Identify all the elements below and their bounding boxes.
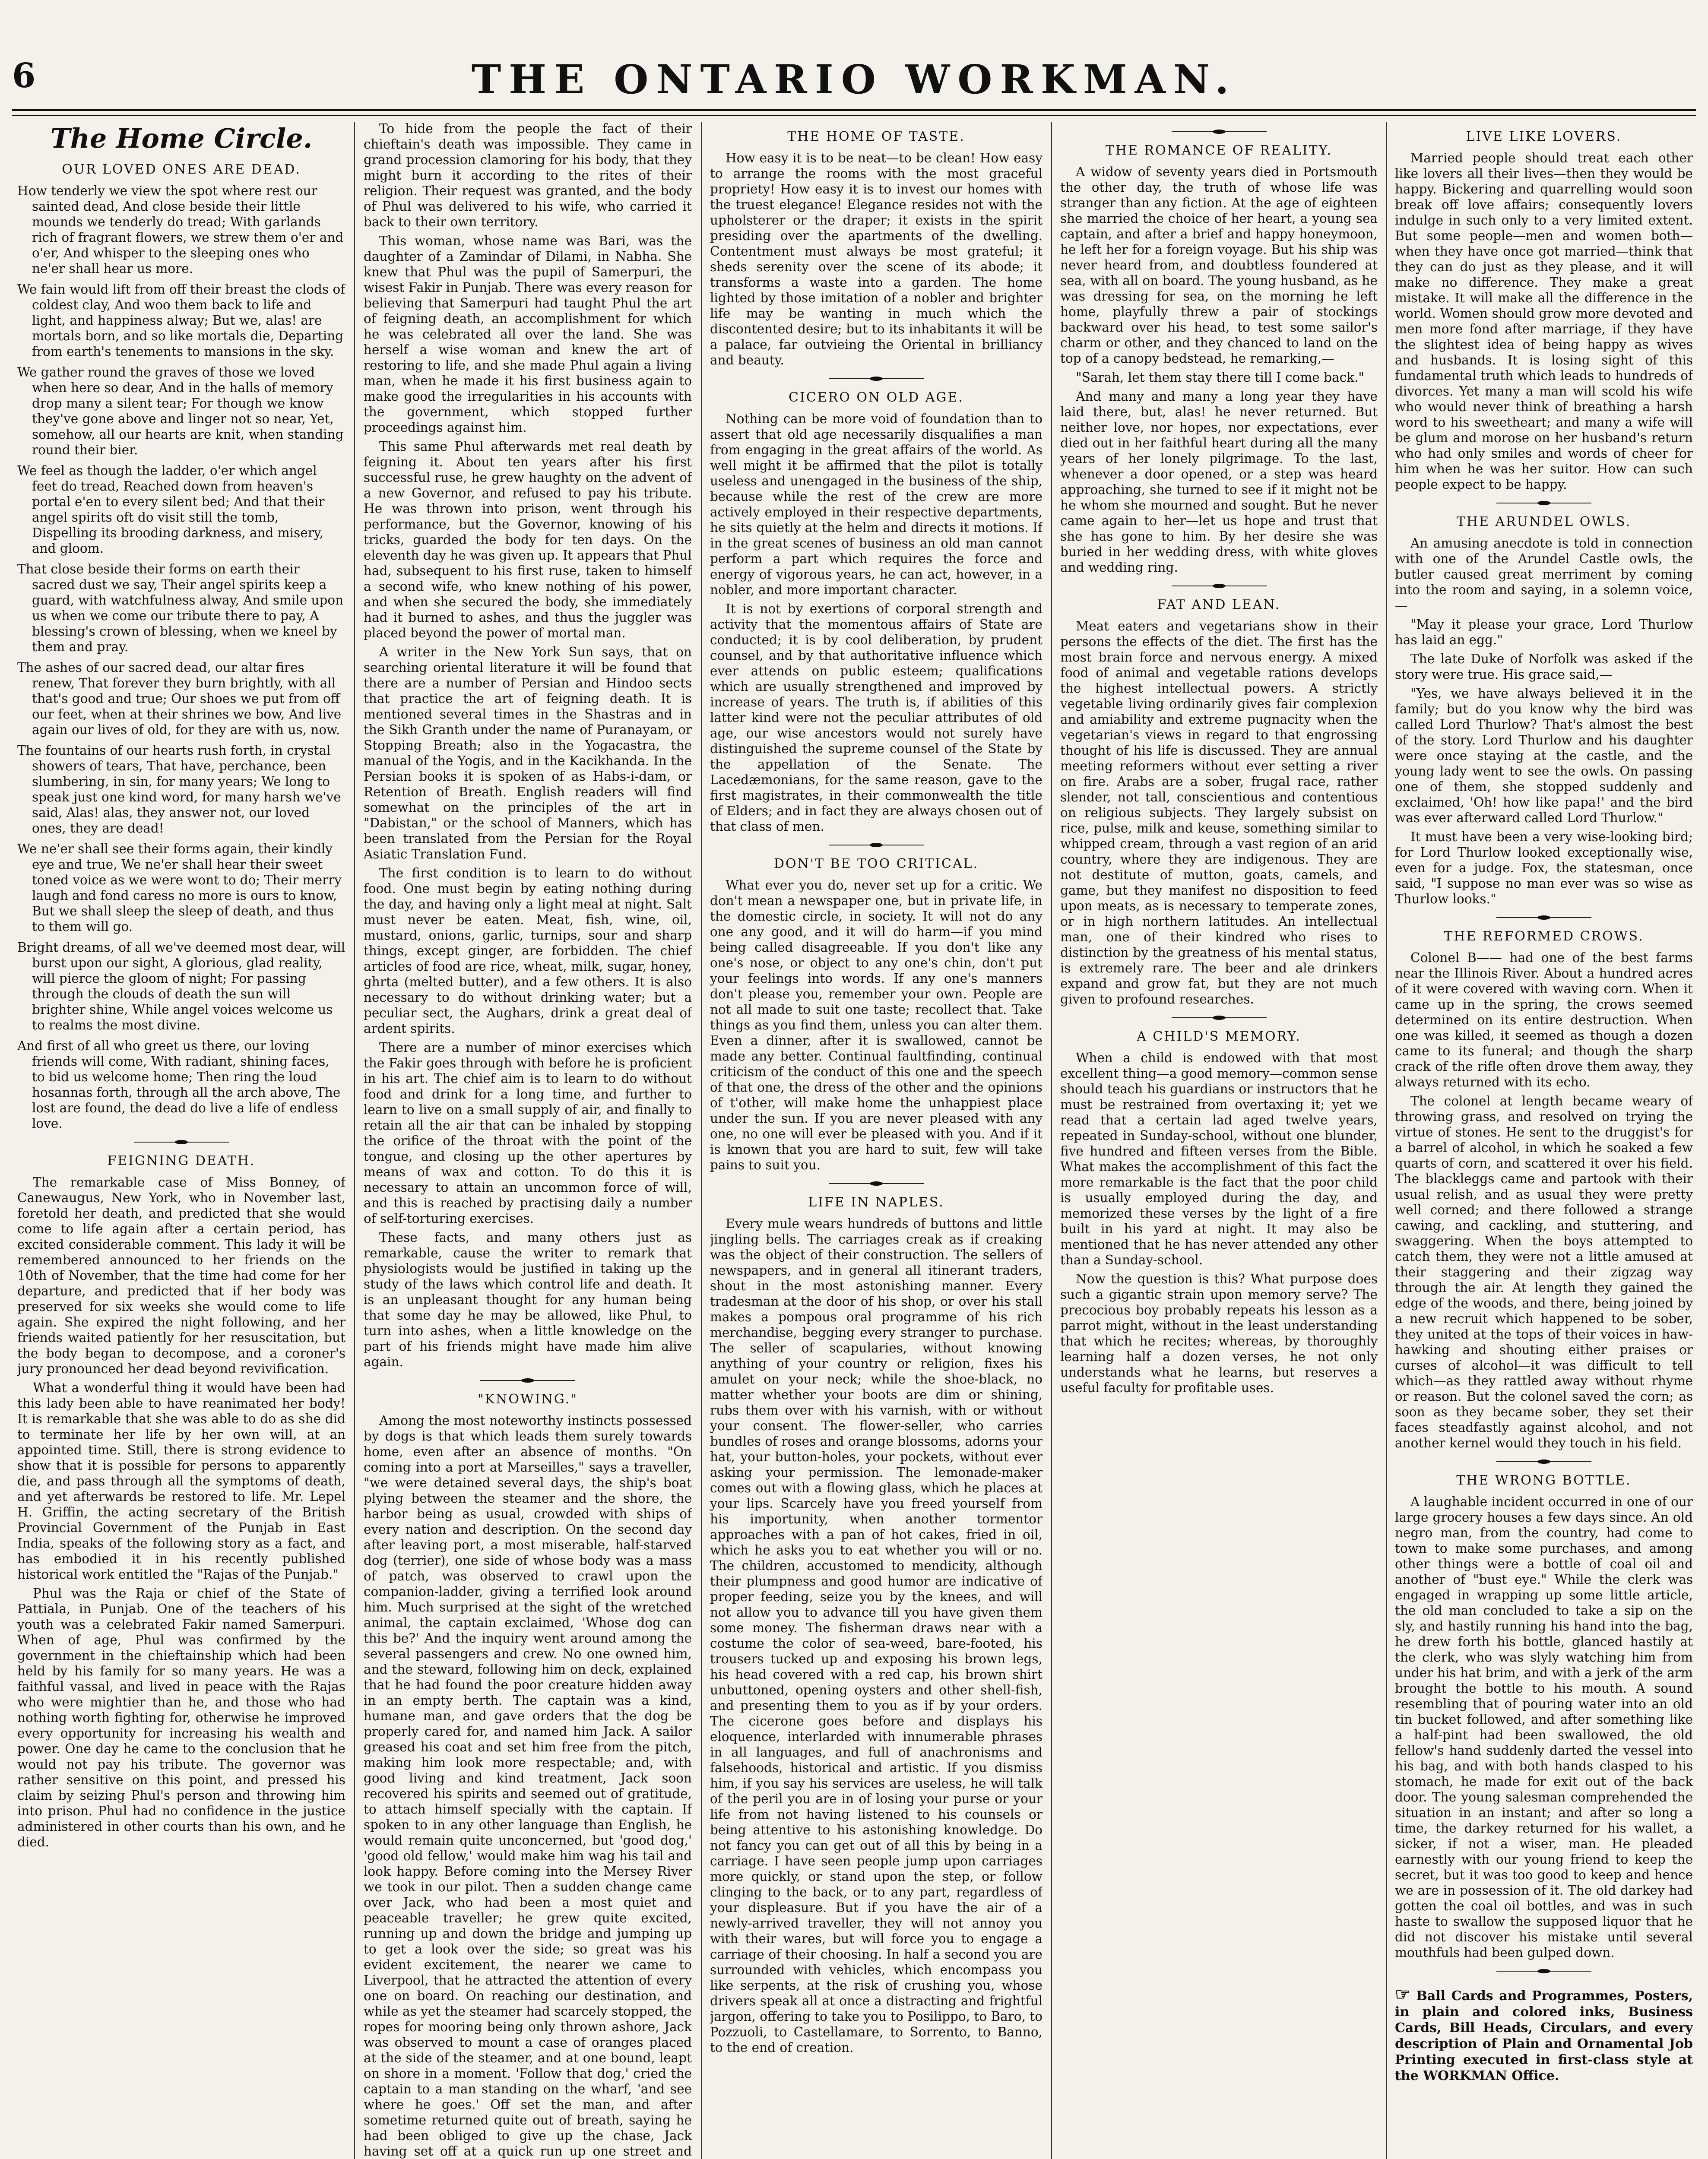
section-separator bbox=[1496, 501, 1591, 505]
paragraph: "Sarah, let them stay there till I come back." bbox=[1076, 370, 1364, 385]
section-separator bbox=[1496, 915, 1591, 920]
section-separator bbox=[829, 1181, 924, 1186]
paragraph: Now the question is this? What purpose does such a gigantic strain upon memory serve? The precocious boy probably repeats his lesson as a parrot might, without in the least understanding that which he recites; whereas, by thoroughly learning half a dozen verses, he not only understands what he learns, but reserves a useful faculty for profitable uses. bbox=[1060, 1272, 1378, 1395]
paragraph: "May it please your grace, Lord Thurlow has laid an egg." bbox=[1395, 617, 1693, 647]
department-heading: The Home Circle. bbox=[50, 123, 313, 154]
poem-stanza: We fain would lift from off their breast the clods of coldest clay, And woo them back to life and light, and happiness alway; But we, alas! are mortals born, and so like mortals die, Departing from earth's tenements to mansions in the sky. bbox=[17, 282, 345, 359]
article-title: CICERO ON OLD AGE. bbox=[789, 390, 964, 405]
paragraph: It is not by exertions of corporal strength and activity that the momentous affairs of State are conducted; it is by cool deliberation, by prudent counsel, and by that authoritative influence which ever attends on public esteem; qualifications which are usually strengthened and improved by increase of years. The truth is, if abilities of this latter kind were not the peculiar attributes of old age, our wise ancestors would not surely have distinguished the supreme counsel of the State by the appellation of the Senate. The Lacedæmonians, for the same reason, gave to the first magistrates, in their commonwealth the title of Elders; and in fact they are always chosen out of that class of men. bbox=[710, 601, 1043, 834]
pointing-hand-icon: ☞ bbox=[1395, 1984, 1410, 2004]
article-title: THE ROMANCE OF REALITY. bbox=[1105, 143, 1333, 158]
poem-stanza: That close beside their forms on earth their sacred dust we say, Their angel spirits keep a guard, with watchfulness alway, And smile upon us when we come our tribute there to pay, A blessing's crown of blessing, when we kneel by them and pray. bbox=[17, 562, 344, 654]
column-divider bbox=[1386, 122, 1387, 2159]
paragraph: An amusing anecdote is told in connection with one of the Arundel Castle owls, the butler caused great merriment by coming into the room and saying, in a solemn voice,— bbox=[1395, 536, 1693, 613]
section-separator bbox=[829, 377, 924, 381]
masthead-rule bbox=[12, 109, 1696, 111]
article-title: DON'T BE TOO CRITICAL. bbox=[773, 856, 979, 871]
paragraph: Phul was the Raja or chief of the State of Pattiala, in Punjab. One of the teachers of his youth was a celebrated Fakir named Samerpuri. When of age, Phul was confirmed by the government in the chieftainship which had been held by his family for so many years. He was a faithful vassal, and lived in peace with the Rajas who were mightier than he, and those who had nothing worth fighting for, otherwise he improved every opportunity for increasing his wealth and power. One day he came to the conclusion that he would not pay his tribute. The governor was rather sensitive on this point, and pressed his claim by seizing Phul's person and throwing him into prison. Phul had no confidence in the justice administered in other courts than his own, and he died. bbox=[17, 1586, 345, 1849]
paragraph: And many and many a long year they have laid there, but, alas! he never returned. But neither love, nor hopes, nor expectations, ever died out in her faithful heart during all the many years of her lonely pilgrimage. To the last, whenever a door opened, or a step was heard approaching, she turned to see if it might not be he whom she mourned and sought. But he never came again to her—let us hope and trust that she has gone to him. By her desire she was buried in her wedding dress, with white gloves and wedding ring. bbox=[1060, 389, 1378, 575]
paragraph: The remarkable case of Miss Bonney, of Canewaugus, New York, who in November last, foretold her death, and predicted that she would come to life again after a certain period, has excited considerable comment. This lady it will be remembered announced to her friends on the 10th of November, that the time had come for her departure, and predicted that if her body was preserved for six weeks she would come to life again. She expired the night following, and her friends waited patiently for her resuscitation, but the body began to decompose, and a coroner's jury pronounced her dead beyond revivification. bbox=[17, 1175, 345, 1376]
paragraph: What ever you do, never set up for a critic. We don't mean a newspaper one, but in private life, in the domestic circle, in society. It will not do any one any good, and it will do harm—if you mind being called disagreeable. If you don't like any one's nose, or object to any one's chin, don't put your feelings into words. If any one's manners don't please you, remember your own. People are not all made to suit one taste; recollect that. Take things as you find them, unless you can alter them. Even a dinner, after it is swallowed, cannot be made any better. Continual faultfinding, continual criticism of the conduct of this one and the speech of that one, the dress of the other and the opinions of t'other, will make home the unhappiest place under the sun. If you are never pleased with any one, no one will ever be pleased with you. And if it is known that you are hard to suit, few will take pains to suit you. bbox=[710, 878, 1043, 1172]
paragraph: When a child is endowed with that most excellent thing—a good memory—common sense should teach his guardians or instructors that he must be restrained from overtaxing it; yet we read that a certain lad aged twelve years, repeated in Sunday-school, without one blunder, five hundred and fifteen verses from the Bible. What makes the accomplishment of this fact the more remarkable is the fact that the poor child is usually employed during the day, and memorized these verses by the light of a fire built in his yard at night. It may also be mentioned that he has never attended any other than a Sunday-school. bbox=[1060, 1051, 1378, 1267]
section-separator bbox=[1496, 1969, 1591, 1973]
column-4 bbox=[1060, 121, 1378, 2159]
article-title: THE ARUNDEL OWLS. bbox=[1456, 514, 1632, 529]
printing-advertisement bbox=[1395, 1986, 1693, 2084]
poem-stanza: We ne'er shall see their forms again, their kindly eye and true, We ne'er shall hear their sweet toned voice as we were wont to do; Their merry laugh and fond caress no more is ours to know, But we shall sleep the sleep of death, and thus to them will go. bbox=[17, 842, 342, 934]
paragraph: "Yes, we have always believed it in the family; but do you know why the bird was called Lord Thurlow? That's almost the best of the story. Lord Thurlow and his daughter were once staying at the castle, and the young lady went to see the owls. On passing one of them, she stopped suddenly and exclaimed, 'Oh! how like papa!' and the bird was ever afterward called Lord Thurlow." bbox=[1395, 686, 1693, 825]
article-title: THE REFORMED CROWS. bbox=[1444, 929, 1644, 944]
article-title: THE WRONG BOTTLE. bbox=[1456, 1473, 1632, 1488]
advertisement-text: Ball Cards and Programmes, Posters, in plain and colored inks, Business Cards, Bill Heads, Circulars, and every description of Plain and Ornamental Job Printing executed in first-class style at the WORKMAN Office. bbox=[1395, 1988, 1693, 2083]
paragraph: A writer in the New York Sun says, that on searching oriental literature it will be found that there are a number of Persian and Hindoo sects that practice the art of feigning death. It is mentioned several times in the Shastras and in the Sikh Granth under the name of Puranayam, or Stopping Breath; also in the Yogacastra, the manual of the Yogis, and in the Kacikhanda. In the Persian books it is spoken of as Habs-i-dam, or Retention of Breath. English readers will find somewhat on the principles of the art in "Dabistan," or the school of Manners, which has been translated from the Persian for the Royal Asiatic Translation Fund. bbox=[364, 645, 692, 861]
column-2 bbox=[364, 121, 692, 2159]
column-divider bbox=[1051, 122, 1052, 2159]
paragraph: How easy it is to be neat—to be clean! How easy to arrange the rooms with the most graceful propriety! How easy it is to invest our homes with the truest elegance! Elegance resides not with the upholsterer or the draper; it exists in the spirit presiding over the apartments of the dwelling. Contentment must always be most grateful; it sheds serenity over the scene of its abode; it transforms a waste into a garden. The home lighted by those imitation of a nobler and brighter life may be wanting in much which the discontented desire; but to its inhabitants it will be a palace, far outvieing the Oriental in brilliancy and beauty. bbox=[710, 151, 1043, 367]
poem-stanza: We gather round the graves of those we loved when here so dear, And in the halls of memory drop many a silent tear; For though we know they've gone above and linger not so near, Yet, somehow, all our hearts are knit, when standing round their bier. bbox=[17, 365, 344, 457]
article-title: "KNOWING." bbox=[477, 1392, 578, 1407]
paragraph: These facts, and many others just as remarkable, cause the writer to remark that physiologists would be justified in taking up the study of the laws which control life and death. It is an unpleasant thought for any human being that some day he may be allowed, like Phul, to turn into ashes, when a little knowledge on the part of his friends might have made him alive again. bbox=[364, 1230, 692, 1369]
paragraph: Colonel B—— had one of the best farms near the Illinois River. About a hundred acres of it were covered with waving corn. When it came up in the spring, the crows seemed determined on its entire destruction. When one was killed, it seemed as though a dozen came to its funeral; and though the sharp crack of the rifle often drove them away, they always returned with its echo. bbox=[1395, 950, 1693, 1089]
poem-stanza: Bright dreams, of all we've deemed most dear, will burst upon our sight, A glorious, glad reality, will pierce the gloom of night; For passing through the clouds of death the sun will brighter shine, While angel voices welcome us to realms the most divine. bbox=[17, 940, 345, 1032]
page-number: 6 bbox=[12, 56, 36, 95]
newspaper-title: THE ONTARIO WORKMAN. bbox=[471, 56, 1237, 103]
poem-stanza: We feel as though the ladder, o'er which angel feet do tread, Reached down from heaven's portal e'en to every silent bed; And that their angel spirits oft do visit still the tomb, Dispelling its brooding darkness, and misery, and gloom. bbox=[17, 463, 325, 556]
paragraph: A laughable incident occurred in one of our large grocery houses a few days since. An old negro man, from the country, had come to town to make some purchases, and among other things were a bottle of coal oil and another of "bust eye." While the clerk was engaged in wrapping up some little article, the old man concluded to take a sip on the sly, and hastily running his hand into the bag, he drew forth his bottle, glanced hastily at the clerk, who was slyly watching him from under his hat brim, and with a jerk of the arm brought the bottle to his mouth. A sound resembling that of pouring water into an old tin bucket followed, and after something like a half-pint had been swallowed, the old fellow's hand suddenly darted the vessel into his bag, and with both hands clasped to his stomach, he made for exit out of the back door. The young salesman comprehended the situation in an instant; and after so long a time, the darkey returned for his wallet, a sicker, if not a wiser, man. He pleaded earnestly with our young friend to keep the secret, but it was too good to keep and hence we are in possession of it. The old darkey had gotten the coal oil bottles, and was in such haste to swallow the supposed liquor that he did not discover his mistake until several mouthfuls had been gulped down. bbox=[1395, 1494, 1693, 1960]
article-title: THE HOME OF TASTE. bbox=[787, 129, 965, 144]
poem-stanza: The fountains of our hearts rush forth, in crystal showers of tears, That have, perchance, been slumbering, in sin, for many years; We long to speak just one kind word, for many harsh we've said, Alas! alas, they answer not, our loved ones, they are dead! bbox=[17, 743, 341, 836]
paragraph: There are a number of minor exercises which the Fakir goes through with before he is proficient in his art. The chief aim is to learn to do without food and drink for a long time, and further to learn to live on a small supply of air, and finally to retain all the air that can be inhaled by stopping the orifice of the throat with the point of the tongue, and closing up the other apertures by means of wax and cotton. To do this it is necessary to attain an uncommon force of will, and this is reached by practising daily a number of self-torturing exercises. bbox=[364, 1040, 692, 1226]
paragraph: The late Duke of Norfolk was asked if the story were true. His grace said,— bbox=[1395, 652, 1693, 682]
section-separator bbox=[1172, 584, 1267, 588]
section-separator bbox=[1496, 1459, 1591, 1464]
article-feigning-death bbox=[17, 1174, 345, 1850]
article-title: LIFE IN NAPLES. bbox=[808, 1195, 944, 1210]
column-5 bbox=[1395, 121, 1693, 2159]
column-divider bbox=[701, 122, 702, 2159]
paragraph: What a wonderful thing it would have been had this lady been able to have reanimated her body! It is remarkable that she was able to do as she did to terminate her life by her own will, at an appointed time. Still, there is strong evidence to show that it is possible for persons to apparently die, and pass through all the symptoms of death, and yet afterwards be restored to life. Mr. Lepel H. Griffin, the acting secretary of the British Provincial Government of the Punjab in East India, speaks of the following story as a fact, and has embodied it in his recently published historical work entitled the "Rajas of the Punjab." bbox=[17, 1380, 345, 1582]
masthead bbox=[0, 56, 1708, 108]
paragraph: Meat eaters and vegetarians show in their persons the effects of the diet. The first has the most brain force and nervous energy. A mixed food of animal and vegetable rations develops the highest intellectual powers. A strictly vegetable living ordinarily gives fair complexion and amiability and extreme pugnacity when the vegetarian's views in regard to that engrossing thought of his life is discussed. They are annual meeting reformers without ever setting a river on fire. Arabs are a sober, frugal race, rather slender, not tall, conscientious and contentious on religious subjects. They largely subsist on rice, pulse, milk and keuse, something similar to whipped cream, through a vast region of an arid country, where they are indigenous. They are not destitute of mutton, goats, camels, and game, but they manifest no disposition to feed upon meats, as is necessary to temperate zones, or in high northern latitudes. An intellectual man, one of their kindred who rises to distinction by the greatness of his mental status, is extremely rare. The beer and ale drinkers expand and grow fat, but they are not much given to profound researches. bbox=[1060, 619, 1378, 1007]
section-separator bbox=[1172, 1016, 1267, 1020]
poem-stanza: How tenderly we view the spot where rest our sainted dead, And close beside their little mounds we tenderly do tread; With garlands rich of fragrant flowers, we strew them o'er and o'er, And whisper to the sleeping ones who ne'er shall hear us more. bbox=[17, 184, 344, 276]
paragraph: The first condition is to learn to do without food. One must begin by eating nothing during the day, and having only a light meal at night. Salt must never be eaten. Meat, fish, wine, oil, mustard, onions, garlic, turnips, sour and sharp things, except ginger, are forbidden. The chief articles of food are rice, wheat, milk, sugar, honey, ghrta (melted butter), and a few others. It is also necessary to do without drinking water; but a peculiar sect, the Aughars, drink a great deal of ardent spirits. bbox=[364, 866, 692, 1036]
column-3 bbox=[710, 121, 1043, 2159]
paragraph: To hide from the people the fact of their chieftain's death was impossible. They came in grand procession clamoring for his body, that they might burn it according to the rites of their religion. Their request was granted, and the body of Phul was delivered to his wife, who carried it back to their own territory. bbox=[364, 121, 692, 229]
section-separator bbox=[134, 1140, 229, 1144]
section-separator bbox=[480, 1378, 575, 1383]
column-1 bbox=[17, 121, 345, 2159]
masthead-rule-thin bbox=[12, 115, 1696, 116]
column-divider bbox=[354, 122, 355, 2159]
paragraph: It must have been a very wise-looking bird; for Lord Thurlow looked exceptionally wise, even for a judge. Fox, the statesman, once said, "I suppose no man ever was so wise as Thurlow looks." bbox=[1395, 829, 1693, 906]
article-title: LIVE LIKE LOVERS. bbox=[1466, 129, 1622, 144]
section-separator bbox=[829, 843, 924, 847]
poem-title: OUR LOVED ONES ARE DEAD. bbox=[62, 162, 301, 177]
poem-stanza: The ashes of our sacred dead, our altar fires renew, That forever they burn brightly, with all that's good and true; Our shoes we put from off our feet, when at their shrines we bow, And live again our lives of old, for they are with us, now. bbox=[17, 660, 342, 737]
paragraph: This woman, whose name was Bari, was the daughter of a Zamindar of Dilami, in Nabha. She knew that Phul was the pupil of Samerpuri, the wisest Fakir in Punjab. There was every reason for believing that Samerpuri had taught Phul the art of feigning death, an accomplishment for which he was celebrated all over the land. She was herself a wise woman and knew the art of restoring to life, and she made Phul again a living man, when he made it his first business again to make good the irregularities in his accounts with the government, which stopped further proceedings against him. bbox=[364, 234, 692, 435]
paragraph: Among the most noteworthy instincts possessed by dogs is that which leads them surely towards home, even after an absence of months. "On coming into a port at Marseilles," says a traveller, "we were detained several days, the ship's boat plying between the steamer and the shore, the harbor being as usual, crowded with ships of every nation and description. On the second day after leaving port, a most miserable, half-starved dog (terrier), one side of whose body was a mass of patch, was observed to crawl upon the companion-ladder, giving a terrified look around him. Much surprised at the sight of the wretched animal, the captain exclaimed, 'Whose dog can this be?' And the inquiry went around among the several passengers and crew. No one owned him, and the steward, following him on deck, explained that he had found the poor creature hidden away in an empty berth. The captain was a kind, humane man, and gave orders that the dog be properly cared for, and named him Jack. A sailor greased his coat and set him free from the pitch, making him look more respectable; and, with good living and kind treatment, Jack soon recovered his spirits and seemed out of gratitude, to attach himself specially with the captain. If spoken to in any other language than English, he would remain quite unconcerned, but 'good dog,' 'good old fellow,' would make him wag his tail and look happy. Before coming into the Mersey River we took in our pilot. Then a sudden change came over Jack, who had been a most quiet and peaceable traveller; he grew quite excited, running up and down the bridge and jumping up to get a look over the side; so great was his evident excitement, the nearer we came to Liverpool, that he attracted the attention of every one on board. On reaching our destination, and while as yet the steamer had scarcely stopped, the ropes for mooring being only thrown ashore, Jack was observed to mount a case of oranges placed at the side of the steamer, and at one bound, leapt on shore in a moment. 'Follow that dog,' cried the captain to a man standing on the wharf, 'and see where he goes.' Off set the man, and after sometime returned quite out of breath, saying he had been obliged to give up the chase, Jack having set off at a quick run up one street and bbox=[364, 1413, 692, 2159]
poem-stanza: And first of all who greet us there, our loving friends will come, With radiant, shining faces, to bid us welcome home; Then ring the loud hosannas forth, through all the arch above, The lost are found, the dead do live a life of endless love. bbox=[17, 1038, 341, 1131]
paragraph: A widow of seventy years died in Portsmouth the other day, the truth of whose life was stranger than any fiction. At the age of eighteen she married the choice of her heart, a young sea captain, and after a brief and happy honeymoon, he left her for a foreign voyage. But his ship was never heard from, and doubtless foundered at sea, with all on board. The young husband, as he was dressing for sea, on the morning he left home, playfully threw a pair of stockings backward over his head, to test some sailor's charm or other, and they chanced to land on the top of a canopy bedstead, he remarking,— bbox=[1060, 165, 1378, 366]
paragraph: Every mule wears hundreds of buttons and little jingling bells. The carriages creak as if creaking was the object of their construction. The sellers of newspapers, and in general all itinerant traders, shout in the most astonishing manner. Every tradesman at the door of his shop, or over his stall makes a pompous oral programme of his rich merchandise, begging every stranger to purchase. The seller of scapularies, without knowing anything of your country or religion, fixes his amulet on your neck; while the shoe-black, no matter whether your boots are dim or shining, rubs them over with his varnish, with or without your consent. The flower-seller, who carries bundles of roses and orange blossoms, adorns your hat, your button-holes, your pockets, without ever asking your permission. The lemonade-maker comes out with a flowing glass, which he places at your lips. Scarcely have you freed yourself from his importunity, when another tormentor approaches with a pan of hot cakes, fried in oil, which he asks you to eat whether you will or no. The children, accustomed to mendicity, although their plumpness and good humor are indicative of proper feeding, seize you by the knees, and will not allow you to advance till you have given them some money. The fisherman draws near with a costume the color of sea-weed, bare-footed, his trousers tucked up and exposing his brown legs, his head covered with a red cap, his brown shirt unbuttoned, opening oysters and other shell-fish, and presenting them to you as if by your orders. The cicerone goes before and displays his eloquence, interlarded with innumerable phrases in all languages, and full of anachronisms and falsehoods, historical and artistic. If you dismiss him, if you say his services are useless, he will talk of the peril you are in of losing your purse or your life from not having listened to his counsels or being attentive to his astonishing knowledge. Do not fancy you can get out of all this by being in a carriage. I have seen people jump upon carriages more quickly, or stand upon the step, or follow clinging to the back, or to any part, regardless of your displeasure. But if you have the air of a newly-arrived traveller, they will not annoy you with their wares, but will force you to engage a carriage of their choosing. In half a second you are surrounded with vehicles, which encompass you like serpents, at the risk of crushing you, whose drivers speak all at once a distracting and frightful jargon, offering to take you to Posilippo, to Baro, to Pozzuoli, to Castellamare, to Sorrento, to Banno, to the end of creation. bbox=[710, 1216, 1043, 2055]
article-title: A CHILD'S MEMORY. bbox=[1137, 1029, 1301, 1044]
paragraph: Married people should treat each other like lovers all their lives—then they would be happy. Bickering and quarrelling would soon break off love affairs; consequently lovers indulge in such only to a very limited extent. But some people—men and women both—when they have once got married—think that they can do just as they please, and it will make no difference. They make a great mistake. It will make all the difference in the world. Women should grow more devoted and men more fond after marriage, if they have the slightest idea of being happy as wives and husbands. It is losing sight of this fundamental truth which leads to hundreds of divorces. Yet many a man will scold his wife who would never think of breathing a harsh word to his sweetheart; and many a wife will be glum and morose on her husband's return who had only smiles and words of cheer for him when he was her suitor. How can such people expect to be happy. bbox=[1395, 151, 1693, 492]
section-separator bbox=[1172, 130, 1267, 134]
paragraph: Nothing can be more void of foundation than to assert that old age necessarily disqualifies a man from engaging in the great affairs of the world. As well might it be affirmed that the pilot is totally useless and unengaged in the business of the ship, because while the rest of the crew are more actively employed in their respective departments, he sits quietly at the helm and directs it motions. If in the great scenes of business an old man cannot perform a part which requires the force and energy of vigorous years, he can act, however, in a nobler, and more important character. bbox=[710, 412, 1043, 597]
article-title: FAT AND LEAN. bbox=[1157, 597, 1281, 612]
paragraph: The colonel at length became weary of throwing grass, and resolved on trying the virtue of stones. He sent to the druggist's for a barrel of alcohol, in which he soaked a few quarts of corn, and scattered it over his field. The blackleggs came and partook with their usual relish, and as usual they were pretty well corned; and there followed a strange cawing, and cackling, and stuttering, and swaggering. When the boys attempted to catch them, they were not a little amused at their staggering and their zigzag way through the air. At length they gained the edge of the woods, and there, being joined by a new recruit which happened to be sober, they united at the tops of their voices in haw-hawking and shouting either praises or curses of alcohol—it was difficult to tell which—as they rattled away without rhyme or reason. But the colonel saved the corn; as soon as they became sober, they set their faces steadfastly against alcohol, and not another kernel would they touch in his field. bbox=[1395, 1094, 1693, 1450]
paragraph: This same Phul afterwards met real death by feigning it. About ten years after his first successful ruse, he grew haughty on the advent of a new Governor, and refused to pay his tribute. He was thrown into prison, went through his performance, but the Governor, knowing of his tricks, guarded the body for ten days. On the eleventh day he was given up. It appears that Phul had, subsequent to his first ruse, taken to himself a second wife, who knew nothing of his power, and when she secured the body, she immediately had it burned to ashes, and thus the juggler was placed beyond the power of mortal man. bbox=[364, 439, 692, 640]
article-title: FEIGNING DEATH. bbox=[107, 1153, 256, 1168]
poem bbox=[17, 183, 345, 1131]
